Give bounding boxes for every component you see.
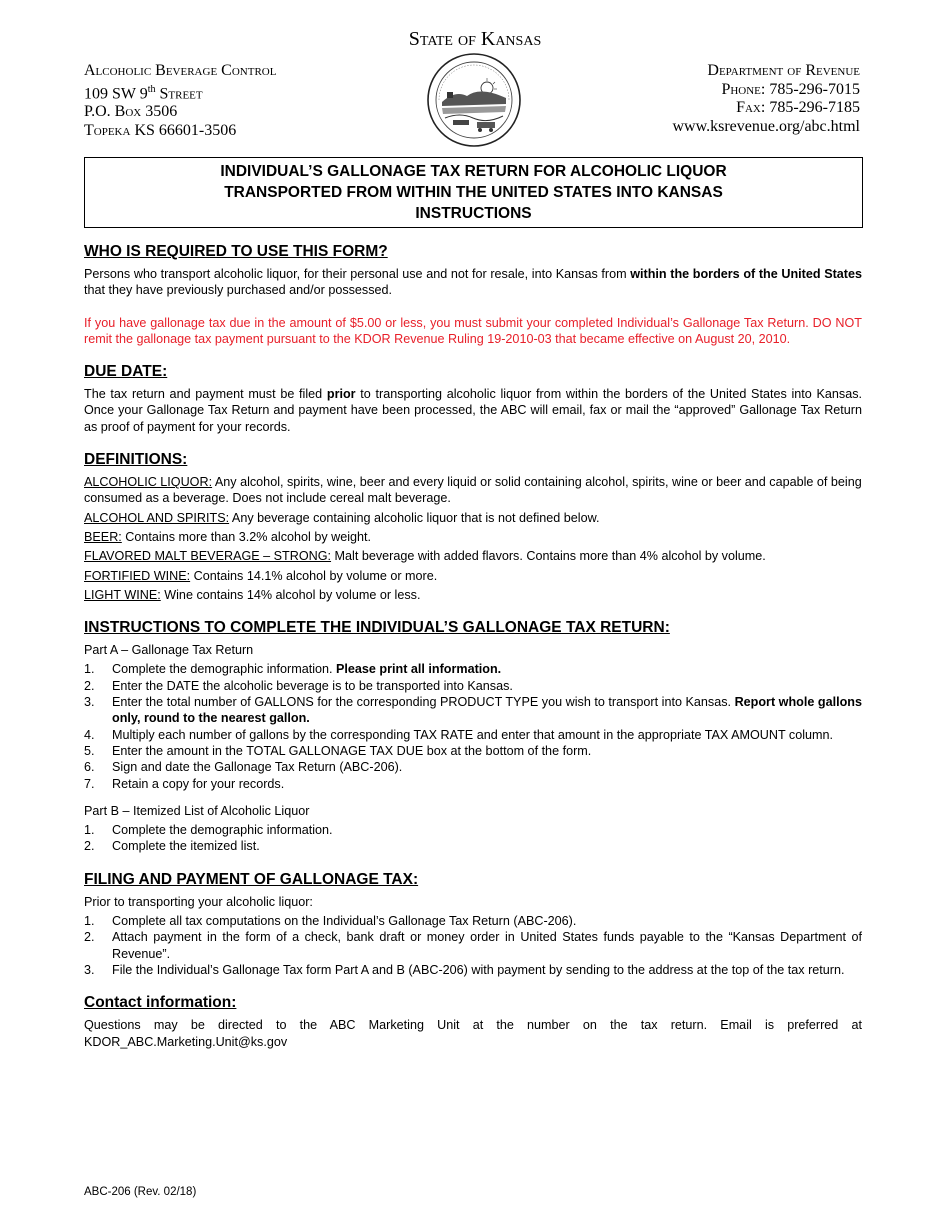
definition-item: [84, 510, 862, 526]
state-zip: KS 66601-3506: [130, 121, 237, 139]
step-text-bold: Report whole gallons only, round to the nearest gallon.: [112, 695, 862, 726]
website-link[interactable]: www.ksrevenue.org/abc.html: [672, 117, 860, 135]
due-paragraph: [84, 386, 862, 435]
contact-paragraph: Questions may be directed to the ABC Marketing Unit at the number on the tax return. Email is preferred at KDOR_ABC.Marketing.Unit@ks.gov: [84, 1018, 862, 1049]
kansas-seal-icon: [425, 52, 523, 148]
step-number: 6.: [84, 760, 95, 775]
list-item: [84, 727, 862, 743]
dor-address-block: [672, 62, 860, 136]
who-text-b: that they have previously purchased and/or possessed.: [84, 283, 393, 298]
list-item: [84, 678, 862, 694]
po-box: P.O. Box 3506: [84, 103, 178, 121]
definition-term: FLAVORED MALT BEVERAGE – STRONG:: [84, 549, 332, 564]
list-item: [84, 913, 862, 929]
fax-label: Fax: [736, 99, 761, 116]
list-item: [84, 838, 862, 854]
who-paragraph: [84, 266, 862, 299]
definition-term: ALCOHOLIC LIQUOR:: [84, 475, 213, 490]
who-text-bold: within the borders of the United States: [630, 267, 862, 281]
due-heading: DUE DATE:: [84, 363, 168, 381]
title-line-1: INDIVIDUAL’S GALLONAGE TAX RETURN FOR ALCOHOLIC LIQUOR: [220, 163, 727, 180]
definition-item: [84, 474, 862, 507]
step-text: Attach payment in the form of a check, bank draft or money order in United States funds payable to the “Kansas Department of Revenue”.: [112, 930, 862, 961]
instructions-heading: INSTRUCTIONS TO COMPLETE THE INDIVIDUAL’S GALLONAGE TAX RETURN:: [84, 619, 670, 637]
definition-item: [84, 587, 862, 603]
list-item: [84, 694, 862, 727]
due-text-a: The tax return and payment must be filed: [84, 387, 327, 402]
step-text: Sign and date the Gallonage Tax Return (ABC-206).: [112, 760, 403, 775]
definitions-section: [84, 450, 862, 603]
definition-text: Contains 14.1% alcohol by volume or more.: [190, 568, 438, 583]
filing-heading: FILING AND PAYMENT OF GALLONAGE TAX:: [84, 870, 419, 888]
step-text: File the Individual’s Gallonage Tax form Part A and B (ABC-206) with payment by sending to the address at the top of the tax return.: [112, 962, 845, 977]
definition-term: BEER:: [84, 529, 122, 544]
title-line-2: TRANSPORTED FROM WITHIN THE UNITED STATES INTO KANSAS: [224, 184, 723, 201]
step-text: Enter the DATE the alcoholic beverage is to be transported into Kansas.: [112, 678, 513, 693]
abc-address-block: [84, 62, 276, 140]
step-number: 3.: [84, 962, 95, 977]
step-number: 1.: [84, 823, 95, 838]
fax-line: [672, 99, 860, 118]
contact-section: [84, 993, 862, 1050]
part-a-label: Part A – Gallonage Tax Return: [84, 643, 254, 658]
instructions-content: [84, 242, 862, 1065]
who-text-a: Persons who transport alcoholic liquor, for their personal use and not for resale, into Kansas from: [84, 267, 631, 281]
definition-term: ALCOHOL AND SPIRITS:: [84, 510, 230, 525]
form-revision-id: ABC-206 (Rev. 02/18): [84, 1186, 197, 1198]
who-section: [84, 242, 862, 347]
step-text: Enter the amount in the TOTAL GALLONAGE TAX DUE box at the bottom of the form.: [112, 743, 592, 758]
step-number: 7.: [84, 776, 95, 791]
step-number: 2.: [84, 930, 95, 945]
street-suffix: Street: [155, 84, 203, 102]
definition-text: Malt beverage with added flavors. Contains more than 4% alcohol by volume.: [331, 549, 766, 564]
step-number: 3.: [84, 695, 95, 710]
street-address: [84, 81, 276, 104]
step-text: Complete the itemized list.: [112, 839, 260, 854]
agency-name: Alcoholic Beverage Control: [84, 62, 277, 79]
due-date-section: [84, 362, 862, 435]
street-ordinal: th: [147, 83, 156, 95]
step-text: Retain a copy for your records.: [112, 776, 285, 791]
step-text: Multiply each number of gallons by the corresponding TAX RATE and enter that amount in the appropriate TAX AMOUNT column.: [112, 727, 834, 742]
definition-term: FORTIFIED WINE:: [84, 568, 191, 583]
step-number: 4.: [84, 727, 95, 742]
definitions-heading: DEFINITIONS:: [84, 451, 188, 469]
list-item: [84, 661, 862, 677]
list-item: [84, 743, 862, 759]
part-a-steps: [84, 661, 862, 791]
list-item: [84, 759, 862, 775]
step-number: 1.: [84, 914, 95, 929]
phone-line: [672, 81, 860, 100]
list-item: [84, 776, 862, 792]
part-b-steps: [84, 822, 862, 855]
step-text: Complete all tax computations on the Individual’s Gallonage Tax Return (ABC-206).: [112, 914, 577, 929]
step-number: 2.: [84, 839, 95, 854]
definition-text: Contains more than 3.2% alcohol by weight.: [121, 529, 372, 544]
definition-item: [84, 568, 862, 584]
instructions-section: [84, 618, 862, 855]
part-b-label: Part B – Itemized List of Alcoholic Liquor: [84, 803, 310, 818]
definition-item: [84, 548, 862, 564]
due-text-b: to transporting alcoholic liquor from within the borders of the United States into Kansas. Once your Gallonage Tax Return and payment have been processed, the ABC will email, fax or mail the “approved” Gallonage Tax Return as proof of payment for your records.: [84, 387, 862, 434]
city: Topeka: [84, 121, 131, 139]
document-title-box: [84, 157, 863, 228]
list-item: [84, 929, 862, 962]
city-line: [84, 122, 276, 141]
due-text-bold: prior: [326, 387, 356, 402]
definition-text: Wine contains 14% alcohol by volume or less.: [160, 587, 421, 602]
definition-text: Any alcohol, spirits, wine, beer and every liquid or solid containing alcohol, spirits, wine or beer and capable of being consumed as a beverage. Does not include cereal malt beverage.: [84, 475, 862, 506]
filing-section: [84, 870, 862, 978]
who-heading: WHO IS REQUIRED TO USE THIS FORM?: [84, 243, 388, 260]
definition-text: Any beverage containing alcoholic liquor that is not defined below.: [229, 510, 600, 525]
street-prefix: 109 SW 9: [84, 84, 148, 102]
step-text: Enter the total number of GALLONS for the corresponding PRODUCT TYPE you wish to transport into Kansas.: [112, 695, 735, 710]
phone-label: Phone: [721, 80, 761, 98]
step-text-bold: Please print all information.: [336, 662, 502, 677]
definition-item: [84, 529, 862, 545]
step-text: Complete the demographic information.: [112, 662, 337, 677]
red-notice: If you have gallonage tax due in the amount of $5.00 or less, you must submit your completed Individual’s Gallonage Tax Return. DO NOT remit the gallonage tax payment pursuant to the KDOR Revenue Ruling 19-2010-03 that became effective on August 20, 2010.: [84, 315, 862, 346]
title-line-3: INSTRUCTIONS: [415, 205, 532, 222]
contact-heading: Contact information:: [84, 994, 237, 1012]
department-name: Department of Revenue: [707, 62, 860, 79]
filing-steps: [84, 913, 862, 978]
list-item: [84, 822, 862, 838]
phone-number: : 785-296-7015: [760, 80, 860, 98]
step-text: Complete the demographic information.: [112, 823, 333, 838]
state-title: State of Kansas: [408, 28, 542, 50]
step-number: 2.: [84, 678, 95, 693]
list-item: [84, 962, 862, 978]
definition-term: LIGHT WINE:: [84, 587, 161, 602]
step-number: 5.: [84, 743, 95, 758]
filing-intro: Prior to transporting your alcoholic liquor:: [84, 894, 313, 909]
fax-number: : 785-296-7185: [760, 99, 860, 116]
step-number: 1.: [84, 662, 95, 677]
